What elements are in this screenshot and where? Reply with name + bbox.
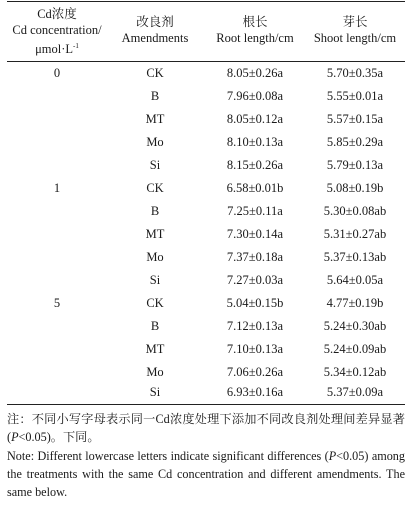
cell-root-length: 7.06±0.26a bbox=[226, 365, 284, 379]
cell-shoot-length: 5.37±0.09a bbox=[326, 385, 384, 399]
cell-shoot-length: 5.57±0.15a bbox=[326, 112, 384, 126]
note-cn-text-2: <0.05)。下同。 bbox=[18, 430, 100, 444]
cell-root-length: 8.05±0.26a bbox=[226, 66, 284, 80]
table-row bbox=[7, 292, 405, 315]
cell-root-length: 8.15±0.26a bbox=[226, 158, 284, 172]
cell-amendment: CK bbox=[146, 296, 164, 310]
cell-shoot-length: 5.34±0.12ab bbox=[323, 365, 387, 379]
cell-shoot-length: 5.37±0.13ab bbox=[323, 250, 387, 264]
header-cd-unit: μmol·L bbox=[35, 42, 74, 56]
cell-root-length: 8.05±0.12a bbox=[226, 112, 284, 126]
table-row bbox=[7, 131, 405, 154]
cell-root-length: 6.93±0.16a bbox=[226, 385, 284, 399]
cell-shoot-length: 4.77±0.19b bbox=[326, 296, 384, 310]
table-row bbox=[7, 338, 405, 361]
cell-shoot-length: 5.64±0.05a bbox=[326, 273, 384, 287]
header-amendments bbox=[115, 14, 195, 46]
note-chinese bbox=[7, 410, 405, 446]
table-row bbox=[7, 381, 405, 404]
header-cd-unit-line bbox=[7, 38, 107, 57]
header-amendments-cn: 改良剂 bbox=[136, 15, 174, 29]
cell-root-length: 5.04±0.15b bbox=[226, 296, 284, 310]
cell-amendment: B bbox=[150, 89, 160, 103]
table-row bbox=[7, 269, 405, 292]
note-en-p: P bbox=[328, 449, 337, 463]
cell-amendment: B bbox=[150, 319, 160, 333]
cell-root-length: 8.10±0.13a bbox=[226, 135, 284, 149]
note-cn-text-1: 注：不同小写字母表示同一Cd浓度处理下添加不同改良剂处理间差异显著( bbox=[7, 412, 405, 444]
table-row bbox=[7, 315, 405, 338]
note-en-text-2: <0.05) among the treatments with the same Cd concentration and different amendments. The same below. bbox=[7, 449, 405, 499]
header-root-length bbox=[205, 14, 305, 46]
cell-root-length: 7.37±0.18a bbox=[226, 250, 284, 264]
cell-amendment: Mo bbox=[146, 135, 164, 149]
table-row bbox=[7, 223, 405, 246]
cell-shoot-length: 5.85±0.29a bbox=[326, 135, 384, 149]
cell-cd: 5 bbox=[53, 296, 61, 310]
cell-amendment: CK bbox=[146, 181, 164, 195]
note-english bbox=[7, 447, 405, 501]
header-root-en: Root length/cm bbox=[216, 31, 294, 45]
cell-cd: 1 bbox=[53, 181, 61, 195]
header-shoot-cn: 芽长 bbox=[342, 15, 368, 29]
cell-amendment: MT bbox=[145, 112, 165, 126]
header-cd-cn: Cd浓度 bbox=[37, 7, 77, 21]
cell-shoot-length: 5.31±0.27ab bbox=[323, 227, 387, 241]
table-row bbox=[7, 246, 405, 269]
cell-shoot-length: 5.30±0.08ab bbox=[323, 204, 387, 218]
header-cd-en: Cd concentration/ bbox=[12, 23, 102, 37]
cell-amendment: Si bbox=[149, 158, 161, 172]
cell-root-length: 7.30±0.14a bbox=[226, 227, 284, 241]
table-row bbox=[7, 85, 405, 108]
note-cn-p: P bbox=[11, 430, 19, 444]
cell-amendment: Mo bbox=[146, 365, 164, 379]
cell-amendment: MT bbox=[145, 342, 165, 356]
note-en-text-1: Note: Different lowercase letters indicate significant differences ( bbox=[7, 449, 329, 463]
table-bottom-rule bbox=[7, 404, 405, 405]
cell-root-length: 7.12±0.13a bbox=[226, 319, 284, 333]
table-row bbox=[7, 62, 405, 85]
cell-root-length: 6.58±0.01b bbox=[226, 181, 284, 195]
header-shoot-length bbox=[305, 14, 405, 46]
cell-shoot-length: 5.24±0.09ab bbox=[323, 342, 387, 356]
cell-amendment: Si bbox=[149, 385, 161, 399]
cell-root-length: 7.10±0.13a bbox=[226, 342, 284, 356]
cell-shoot-length: 5.08±0.19b bbox=[326, 181, 384, 195]
cell-shoot-length: 5.70±0.35a bbox=[326, 66, 384, 80]
cell-shoot-length: 5.55±0.01a bbox=[326, 89, 384, 103]
cell-amendment: Mo bbox=[146, 250, 164, 264]
cell-shoot-length: 5.24±0.30ab bbox=[323, 319, 387, 333]
cell-amendment: MT bbox=[145, 227, 165, 241]
header-root-cn: 根长 bbox=[242, 15, 268, 29]
header-cd-unit-sup: -1 bbox=[73, 42, 79, 50]
cell-root-length: 7.25±0.11a bbox=[227, 204, 283, 218]
table-row bbox=[7, 154, 405, 177]
header-shoot-en: Shoot length/cm bbox=[313, 31, 397, 45]
cell-root-length: 7.96±0.08a bbox=[226, 89, 284, 103]
table-row bbox=[7, 177, 405, 200]
table-row bbox=[7, 108, 405, 131]
header-cd-concentration bbox=[7, 6, 107, 57]
cell-amendment: Si bbox=[149, 273, 161, 287]
cell-root-length: 7.27±0.03a bbox=[226, 273, 284, 287]
header-amendments-en: Amendments bbox=[121, 31, 189, 45]
table-row bbox=[7, 200, 405, 223]
table-top-rule bbox=[7, 1, 405, 2]
cell-amendment: CK bbox=[146, 66, 164, 80]
cell-shoot-length: 5.79±0.13a bbox=[326, 158, 384, 172]
cell-cd: 0 bbox=[53, 66, 61, 80]
cell-amendment: B bbox=[150, 204, 160, 218]
